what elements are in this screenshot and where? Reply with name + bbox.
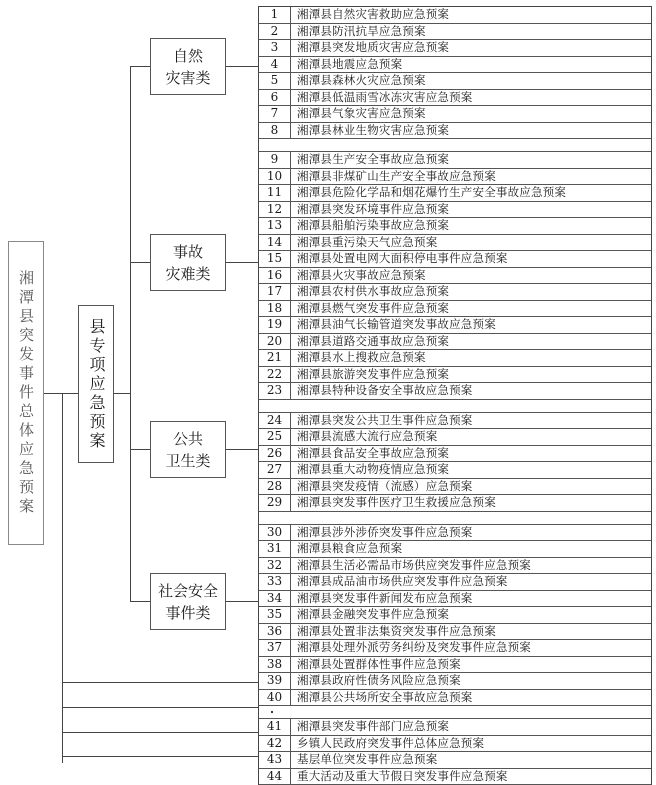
plan-name: 湘潭县成品油市场供应突发事件应急预案	[291, 574, 651, 590]
category-label: 社会安全 事件类	[158, 580, 218, 624]
plan-row	[259, 495, 651, 512]
plan-row	[259, 251, 651, 268]
connector-line	[62, 393, 78, 394]
plan-name: 湘潭县突发公共卫生事件应急预案	[291, 413, 651, 429]
plan-number: 11	[259, 185, 291, 201]
connector-line	[226, 262, 258, 263]
plan-number: 35	[259, 607, 291, 623]
plan-name: 湘潭县突发地质灾害应急预案	[291, 40, 651, 56]
plan-number: 3	[259, 40, 291, 56]
plan-number: 18	[259, 301, 291, 317]
plan-row	[259, 574, 651, 591]
plan-number: 28	[259, 479, 291, 495]
category-social-security	[150, 573, 226, 630]
category-accident-disaster	[150, 234, 226, 291]
plan-row	[259, 7, 651, 24]
plan-name: 湘潭县特种设备安全事故应急预案	[291, 383, 651, 399]
plan-name: 重大活动及重大节假日突发事件应急预案	[291, 769, 651, 785]
plan-number: 33	[259, 574, 291, 590]
plan-name: 湘潭县森林火灾应急预案	[291, 73, 651, 89]
group-gap	[259, 139, 651, 152]
plan-number: 29	[259, 495, 291, 511]
plan-row	[259, 284, 651, 301]
plan-name: 湘潭县气象灾害应急预案	[291, 106, 651, 122]
plan-number: 25	[259, 429, 291, 445]
plan-row	[259, 558, 651, 575]
plan-name: 湘潭县低温雨雪冰冻灾害应急预案	[291, 90, 651, 106]
plan-row	[259, 462, 651, 479]
plan-row	[259, 719, 651, 736]
plan-row	[259, 90, 651, 107]
plan-number: 21	[259, 350, 291, 366]
connector-line	[62, 756, 258, 757]
county-special-plans-label: 县专项应急预案	[88, 318, 104, 451]
plan-row	[259, 367, 651, 384]
plan-number: 4	[259, 57, 291, 73]
plan-row	[259, 24, 651, 41]
plan-number: 30	[259, 525, 291, 541]
plan-number: 43	[259, 752, 291, 768]
plan-name: 湘潭县突发事件新闻发布应急预案	[291, 591, 651, 607]
plan-number: 10	[259, 169, 291, 185]
plan-row	[259, 736, 651, 753]
plan-row	[259, 673, 651, 690]
plan-name: 湘潭县突发环境事件应急预案	[291, 202, 651, 218]
plan-row	[259, 218, 651, 235]
plan-row	[259, 169, 651, 186]
plan-number: 41	[259, 719, 291, 735]
plan-name: 湘潭县非煤矿山生产安全事故应急预案	[291, 169, 651, 185]
plan-number: 36	[259, 624, 291, 640]
plan-row	[259, 525, 651, 542]
plan-row	[259, 152, 651, 169]
connector-line	[130, 66, 131, 601]
plan-row	[259, 752, 651, 769]
plan-name: 湘潭县突发疫情（流感）应急预案	[291, 479, 651, 495]
plan-name: 湘潭县地震应急预案	[291, 57, 651, 73]
plan-number: 20	[259, 334, 291, 350]
plan-name: 湘潭县处置非法集资突发事件应急预案	[291, 624, 651, 640]
group-gap	[259, 706, 651, 719]
plan-row	[259, 350, 651, 367]
county-special-plans-box	[78, 305, 114, 463]
plan-name: 湘潭县流感大流行应急预案	[291, 429, 651, 445]
plan-row	[259, 591, 651, 608]
category-label: 事故 灾难类	[165, 241, 210, 285]
plan-number: 17	[259, 284, 291, 300]
connector-line	[226, 66, 258, 67]
plan-name: 湘潭县油气长输管道突发事故应急预案	[291, 317, 651, 333]
plan-name: 湘潭县突发事件医疗卫生救援应急预案	[291, 495, 651, 511]
plan-row	[259, 607, 651, 624]
plan-number: 44	[259, 769, 291, 785]
plan-name: 湘潭县防汛抗旱应急预案	[291, 24, 651, 40]
plan-number: 8	[259, 123, 291, 139]
plan-name: 湘潭县农村供水事故应急预案	[291, 284, 651, 300]
plan-name: 湘潭县水上搜救应急预案	[291, 350, 651, 366]
plan-name: 湘潭县处置群体性事件应急预案	[291, 657, 651, 673]
plan-row	[259, 185, 651, 202]
plan-name: 湘潭县食品安全事故应急预案	[291, 446, 651, 462]
plan-number: 37	[259, 640, 291, 656]
plan-number: 2	[259, 24, 291, 40]
connector-line	[114, 393, 130, 394]
plan-number: 15	[259, 251, 291, 267]
plan-name: 湘潭县重污染天气应急预案	[291, 235, 651, 251]
connector-line	[130, 449, 150, 450]
plan-row	[259, 106, 651, 123]
plan-row	[259, 334, 651, 351]
plan-name: 湘潭县金融突发事件应急预案	[291, 607, 651, 623]
plan-row	[259, 479, 651, 496]
connector-line	[130, 262, 150, 263]
root-plan-label: 湘潭县突发事件总体应急预案	[18, 270, 34, 517]
plan-number: 27	[259, 462, 291, 478]
plan-name: 湘潭县火灾事故应急预案	[291, 268, 651, 284]
plan-number: 31	[259, 541, 291, 557]
plan-number: 7	[259, 106, 291, 122]
plan-number: 42	[259, 736, 291, 752]
connector-line	[62, 707, 258, 708]
plan-number: 24	[259, 413, 291, 429]
connector-line	[130, 66, 150, 67]
category-public-health	[150, 421, 226, 478]
plan-number: 19	[259, 317, 291, 333]
group-gap	[259, 512, 651, 525]
plan-name: 湘潭县林业生物灾害应急预案	[291, 123, 651, 139]
plan-row	[259, 317, 651, 334]
plan-name: 湘潭县生产安全事故应急预案	[291, 152, 651, 168]
plan-number: 38	[259, 657, 291, 673]
plan-row	[259, 235, 651, 252]
plan-number: 1	[259, 7, 291, 23]
plan-number: 13	[259, 218, 291, 234]
connector-line	[62, 682, 258, 683]
plan-number: 39	[259, 673, 291, 689]
plan-number: 14	[259, 235, 291, 251]
plan-name: 湘潭县涉外涉侨突发事件应急预案	[291, 525, 651, 541]
connector-line	[44, 393, 62, 394]
plan-row	[259, 446, 651, 463]
plan-name: 湘潭县生活必需品市场供应突发事件应急预案	[291, 558, 651, 574]
root-plan-box	[8, 241, 44, 545]
plan-name: 湘潭县自然灾害救助应急预案	[291, 7, 651, 23]
plan-name: 湘潭县道路交通事故应急预案	[291, 334, 651, 350]
plan-name: 湘潭县船舶污染事故应急预案	[291, 218, 651, 234]
connector-line	[62, 732, 258, 733]
plan-name: 湘潭县公共场所安全事故应急预案	[291, 690, 651, 706]
plan-row	[259, 690, 651, 707]
plan-row	[259, 413, 651, 430]
plan-number: 26	[259, 446, 291, 462]
connector-line	[226, 601, 258, 602]
plan-number: 16	[259, 268, 291, 284]
plan-number: 9	[259, 152, 291, 168]
plan-row	[259, 657, 651, 674]
plan-number: 34	[259, 591, 291, 607]
plan-row	[259, 73, 651, 90]
plan-row	[259, 40, 651, 57]
plan-name: 乡镇人民政府突发事件总体应急预案	[291, 736, 651, 752]
plan-row	[259, 123, 651, 140]
connector-line	[130, 601, 150, 602]
plan-number: 23	[259, 383, 291, 399]
category-label: 公共 卫生类	[165, 428, 210, 472]
plan-row	[259, 57, 651, 74]
plan-name: 湘潭县处理外派劳务纠纷及突发事件应急预案	[291, 640, 651, 656]
plan-row	[259, 301, 651, 318]
plan-number: 6	[259, 90, 291, 106]
plan-name: 湘潭县危险化学品和烟花爆竹生产安全事故应急预案	[291, 185, 651, 201]
plan-name: 湘潭县政府性债务风险应急预案	[291, 673, 651, 689]
plan-number: 32	[259, 558, 291, 574]
plans-table	[258, 6, 652, 785]
plan-name: 湘潭县粮食应急预案	[291, 541, 651, 557]
plan-name: 湘潭县旅游突发事件应急预案	[291, 367, 651, 383]
plan-name: 湘潭县突发事件部门应急预案	[291, 719, 651, 735]
plan-name: 湘潭县重大动物疫情应急预案	[291, 462, 651, 478]
plan-row	[259, 769, 651, 785]
plan-name: 湘潭县燃气突发事件应急预案	[291, 301, 651, 317]
connector-line	[226, 449, 258, 450]
plan-number: 12	[259, 202, 291, 218]
group-gap	[259, 400, 651, 413]
plan-number: 40	[259, 690, 291, 706]
plan-name: 湘潭县处置电网大面积停电事件应急预案	[291, 251, 651, 267]
plan-number: 22	[259, 367, 291, 383]
plan-row	[259, 541, 651, 558]
plan-row	[259, 429, 651, 446]
plan-row	[259, 624, 651, 641]
plan-row	[259, 268, 651, 285]
plan-number: 5	[259, 73, 291, 89]
plan-row	[259, 202, 651, 219]
plan-row	[259, 640, 651, 657]
plan-row	[259, 383, 651, 400]
category-natural-disaster	[150, 38, 226, 95]
category-label: 自然 灾害类	[165, 45, 210, 89]
plan-name: 基层单位突发事件应急预案	[291, 752, 651, 768]
